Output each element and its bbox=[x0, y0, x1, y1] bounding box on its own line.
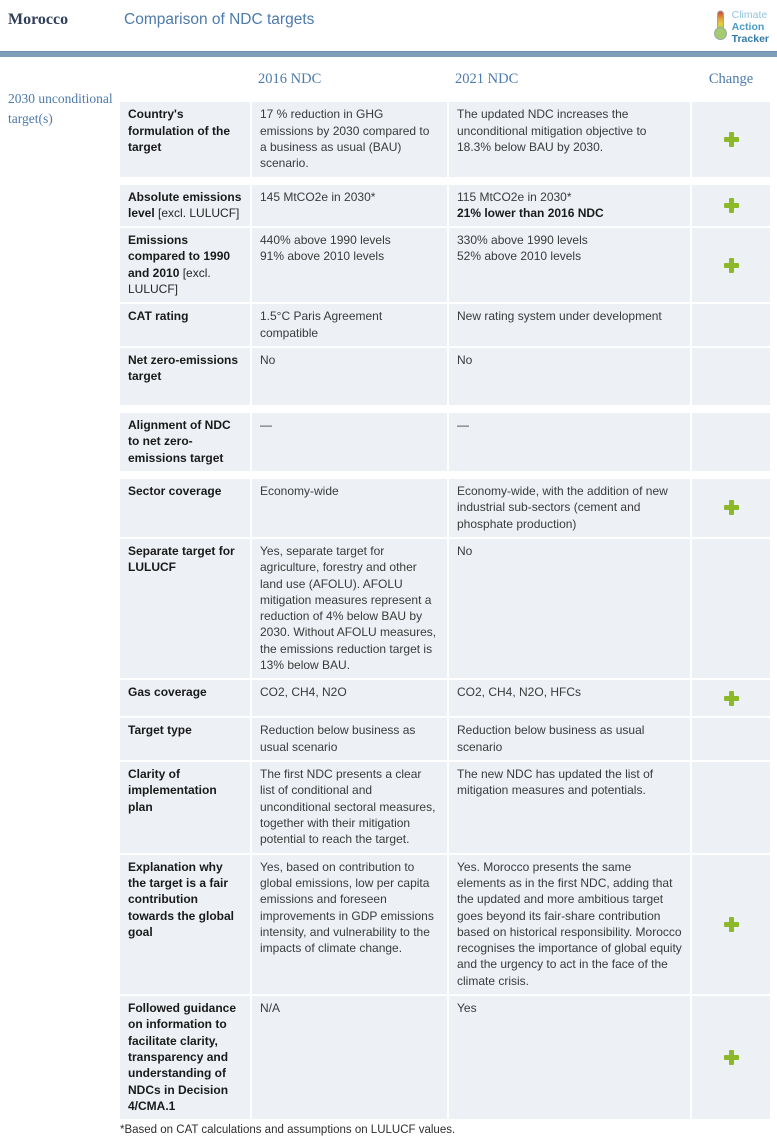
cell-change bbox=[692, 228, 770, 302]
header-divider-bar bbox=[0, 51, 777, 57]
table-row bbox=[120, 718, 770, 760]
cell-line: 17 % reduction in GHG emissions by 2030 compared to a business as usual (BAU) scenario. bbox=[260, 107, 430, 171]
cell-line: Economy-wide, with the addition of new industrial sub-sectors (cement and phosphate production) bbox=[457, 483, 668, 531]
cell-2021-ndc bbox=[449, 304, 690, 346]
cell-change bbox=[692, 348, 770, 405]
cell-line: Reduction below business as usual scenario bbox=[260, 723, 416, 754]
table-row bbox=[120, 185, 770, 227]
row-label-text: Country's formulation of the target bbox=[128, 107, 230, 154]
cell-2016-ndc bbox=[252, 539, 447, 679]
cell-2016-ndc bbox=[252, 102, 447, 176]
cell-2021-ndc bbox=[449, 479, 690, 537]
logo-word-tracker: Tracker bbox=[731, 32, 769, 45]
side-label-2030-unconditional: 2030 unconditional target(s) bbox=[8, 91, 113, 126]
table-row bbox=[120, 762, 770, 853]
row-label bbox=[120, 102, 250, 176]
cell-line: The first NDC presents a clear list of conditional and unconditional sectoral measures, together with their mitigation potential to reach the target. bbox=[260, 767, 436, 847]
plus-icon bbox=[724, 500, 739, 515]
plus-icon bbox=[724, 1050, 739, 1065]
column-header-2021: 2021 NDC bbox=[455, 71, 519, 88]
row-label-suffix: [excl. LULUCF] bbox=[128, 265, 211, 297]
row-label bbox=[120, 762, 250, 853]
cell-2016-ndc bbox=[252, 228, 447, 302]
row-label bbox=[120, 413, 250, 471]
row-label-text: Alignment of NDC to net zero-emissions target bbox=[128, 418, 231, 465]
row-label-text: Followed guidance on information to facilitate clarity, transparency and understanding of NDCs in Decision 4/CMA.1 bbox=[128, 1001, 237, 1113]
cell-2016-ndc bbox=[252, 304, 447, 346]
cell-line: Yes. Morocco presents the same elements as in the first NDC, adding that the updated and more ambitious target goes beyond its fair-share contribution based on historical responsibility. Morocco recognises the importance of global equity and the urgency to act in the face of the climate crisis. bbox=[457, 859, 682, 988]
cell-line: 145 MtCO2e in 2030* bbox=[260, 189, 376, 204]
row-label bbox=[120, 855, 250, 995]
cell-line: No bbox=[260, 353, 276, 367]
cell-2016-ndc bbox=[252, 718, 447, 760]
cell-2016-ndc bbox=[252, 996, 447, 1119]
cell-2016-ndc bbox=[252, 680, 447, 716]
table-row bbox=[120, 413, 770, 471]
row-label-text: Net zero-emissions target bbox=[128, 353, 239, 384]
row-label bbox=[120, 304, 250, 346]
row-label bbox=[120, 185, 250, 227]
cell-line: Yes, separate target for agriculture, forestry and other land use (AFOLU). AFOLU mitigation measures represent a reduction of 4% below BAU by 2030. Without AFOLU measures, the emissions reduction target is 13% below BAU. bbox=[260, 543, 437, 673]
row-label-text: Clarity of implementation plan bbox=[128, 767, 217, 814]
cell-line: 91% above 2010 levels bbox=[260, 249, 385, 264]
plus-icon bbox=[724, 691, 739, 706]
cell-change bbox=[692, 304, 770, 346]
row-label bbox=[120, 479, 250, 537]
cell-change bbox=[692, 855, 770, 995]
cell-change bbox=[692, 102, 770, 176]
cat-logo bbox=[712, 8, 771, 45]
cell-2021-ndc bbox=[449, 718, 690, 760]
cell-2021-ndc bbox=[449, 348, 690, 405]
cell-change bbox=[692, 479, 770, 537]
footnote: *Based on CAT calculations and assumptions on LULUCF values. bbox=[120, 1124, 456, 1137]
cell-line: Yes, based on contribution to global emissions, low per capita emissions and foreseen improvements in GDP emissions intensity, and vulnerability to the impacts of climate change. bbox=[260, 859, 434, 956]
table-row bbox=[120, 855, 770, 995]
cell-change bbox=[692, 996, 770, 1119]
cell-2016-ndc bbox=[252, 855, 447, 995]
column-header-2016: 2016 NDC bbox=[258, 71, 322, 88]
row-label bbox=[120, 228, 250, 302]
cell-line: The updated NDC increases the unconditional mitigation objective to 18.3% below BAU by 2030. bbox=[457, 107, 647, 154]
cell-2021-ndc bbox=[449, 228, 690, 302]
page-title: Comparison of NDC targets bbox=[124, 11, 315, 28]
row-label-text: CAT rating bbox=[128, 309, 189, 324]
country-name: Morocco bbox=[8, 11, 69, 28]
cell-line: Yes bbox=[457, 1001, 477, 1016]
row-label-text: Emissions compared to 1990 and 2010 bbox=[128, 233, 231, 280]
row-label bbox=[120, 996, 250, 1119]
column-header-change: Change bbox=[708, 71, 754, 88]
cell-2021-ndc bbox=[449, 762, 690, 853]
cell-line: CO2, CH4, N2O bbox=[260, 685, 347, 700]
cell-2021-ndc bbox=[449, 996, 690, 1119]
cell-line: CO2, CH4, N2O, HFCs bbox=[457, 685, 582, 700]
cell-line: 330% above 1990 levels bbox=[457, 233, 588, 248]
plus-icon bbox=[724, 258, 739, 273]
row-label-text: Absolute emissions level bbox=[128, 189, 242, 220]
column-headers bbox=[120, 71, 777, 88]
cell-change bbox=[692, 762, 770, 853]
cell-2021-ndc bbox=[449, 539, 690, 679]
cell-line: 1.5°C Paris Agreement compatible bbox=[260, 309, 383, 340]
cell-change bbox=[692, 718, 770, 760]
comparison-table bbox=[120, 102, 770, 1119]
row-label-text: Sector coverage bbox=[128, 483, 222, 498]
cell-line: 440% above 1990 levels bbox=[260, 233, 391, 248]
table-row bbox=[120, 996, 770, 1119]
cell-2016-ndc bbox=[252, 185, 447, 227]
cell-line: 21% lower than 2016 NDC bbox=[457, 205, 604, 220]
table-row bbox=[120, 304, 770, 346]
cell-2021-ndc bbox=[449, 413, 690, 471]
row-label-suffix: [excl. LULUCF] bbox=[154, 205, 240, 220]
plus-icon bbox=[724, 198, 739, 213]
cell-change bbox=[692, 413, 770, 471]
row-label bbox=[120, 718, 250, 760]
logo-word-climate: Climate bbox=[731, 9, 768, 21]
cell-line: N/A bbox=[260, 1001, 281, 1016]
cell-line: No bbox=[457, 353, 473, 367]
plus-icon bbox=[724, 917, 739, 932]
cell-2021-ndc bbox=[449, 680, 690, 716]
cell-2021-ndc bbox=[449, 185, 690, 227]
row-label-text: Target type bbox=[128, 723, 192, 738]
cell-line: 52% above 2010 levels bbox=[457, 249, 582, 264]
cell-2016-ndc bbox=[252, 413, 447, 471]
row-label-text: Gas coverage bbox=[128, 685, 207, 700]
cell-line: — bbox=[457, 418, 469, 432]
column-header-spacer bbox=[120, 71, 252, 88]
cell-2016-ndc bbox=[252, 762, 447, 853]
cell-2021-ndc bbox=[449, 855, 690, 995]
table-row bbox=[120, 680, 770, 716]
table-row bbox=[120, 102, 770, 176]
cell-change bbox=[692, 680, 770, 716]
table-row bbox=[120, 539, 770, 679]
cell-line: No bbox=[457, 543, 473, 558]
table-row bbox=[120, 348, 770, 405]
cell-change bbox=[692, 539, 770, 679]
cell-2016-ndc bbox=[252, 479, 447, 537]
plus-icon bbox=[724, 132, 739, 147]
page-header bbox=[0, 0, 777, 45]
cell-line: 115 MtCO2e in 2030* bbox=[457, 189, 572, 204]
row-label bbox=[120, 539, 250, 679]
cell-2021-ndc bbox=[449, 102, 690, 176]
cell-2016-ndc bbox=[252, 348, 447, 405]
row-label bbox=[120, 348, 250, 405]
logo-word-action: Action bbox=[731, 20, 765, 33]
thermometer-icon bbox=[712, 8, 729, 42]
table-row bbox=[120, 228, 770, 302]
row-label-text: Explanation why the target is a fair contribution towards the global goal bbox=[128, 859, 235, 939]
cell-line: The new NDC has updated the list of mitigation measures and potentials. bbox=[457, 767, 654, 798]
row-label-text: Separate target for LULUCF bbox=[128, 543, 235, 575]
cell-line: Economy-wide bbox=[260, 483, 339, 498]
cell-line: — bbox=[260, 418, 272, 432]
cat-logo-text bbox=[732, 8, 769, 45]
table-row bbox=[120, 479, 770, 537]
cell-line: New rating system under development bbox=[457, 309, 662, 324]
cell-change bbox=[692, 185, 770, 227]
row-label bbox=[120, 680, 250, 716]
cell-line: Reduction below business as usual scenario bbox=[457, 723, 645, 754]
